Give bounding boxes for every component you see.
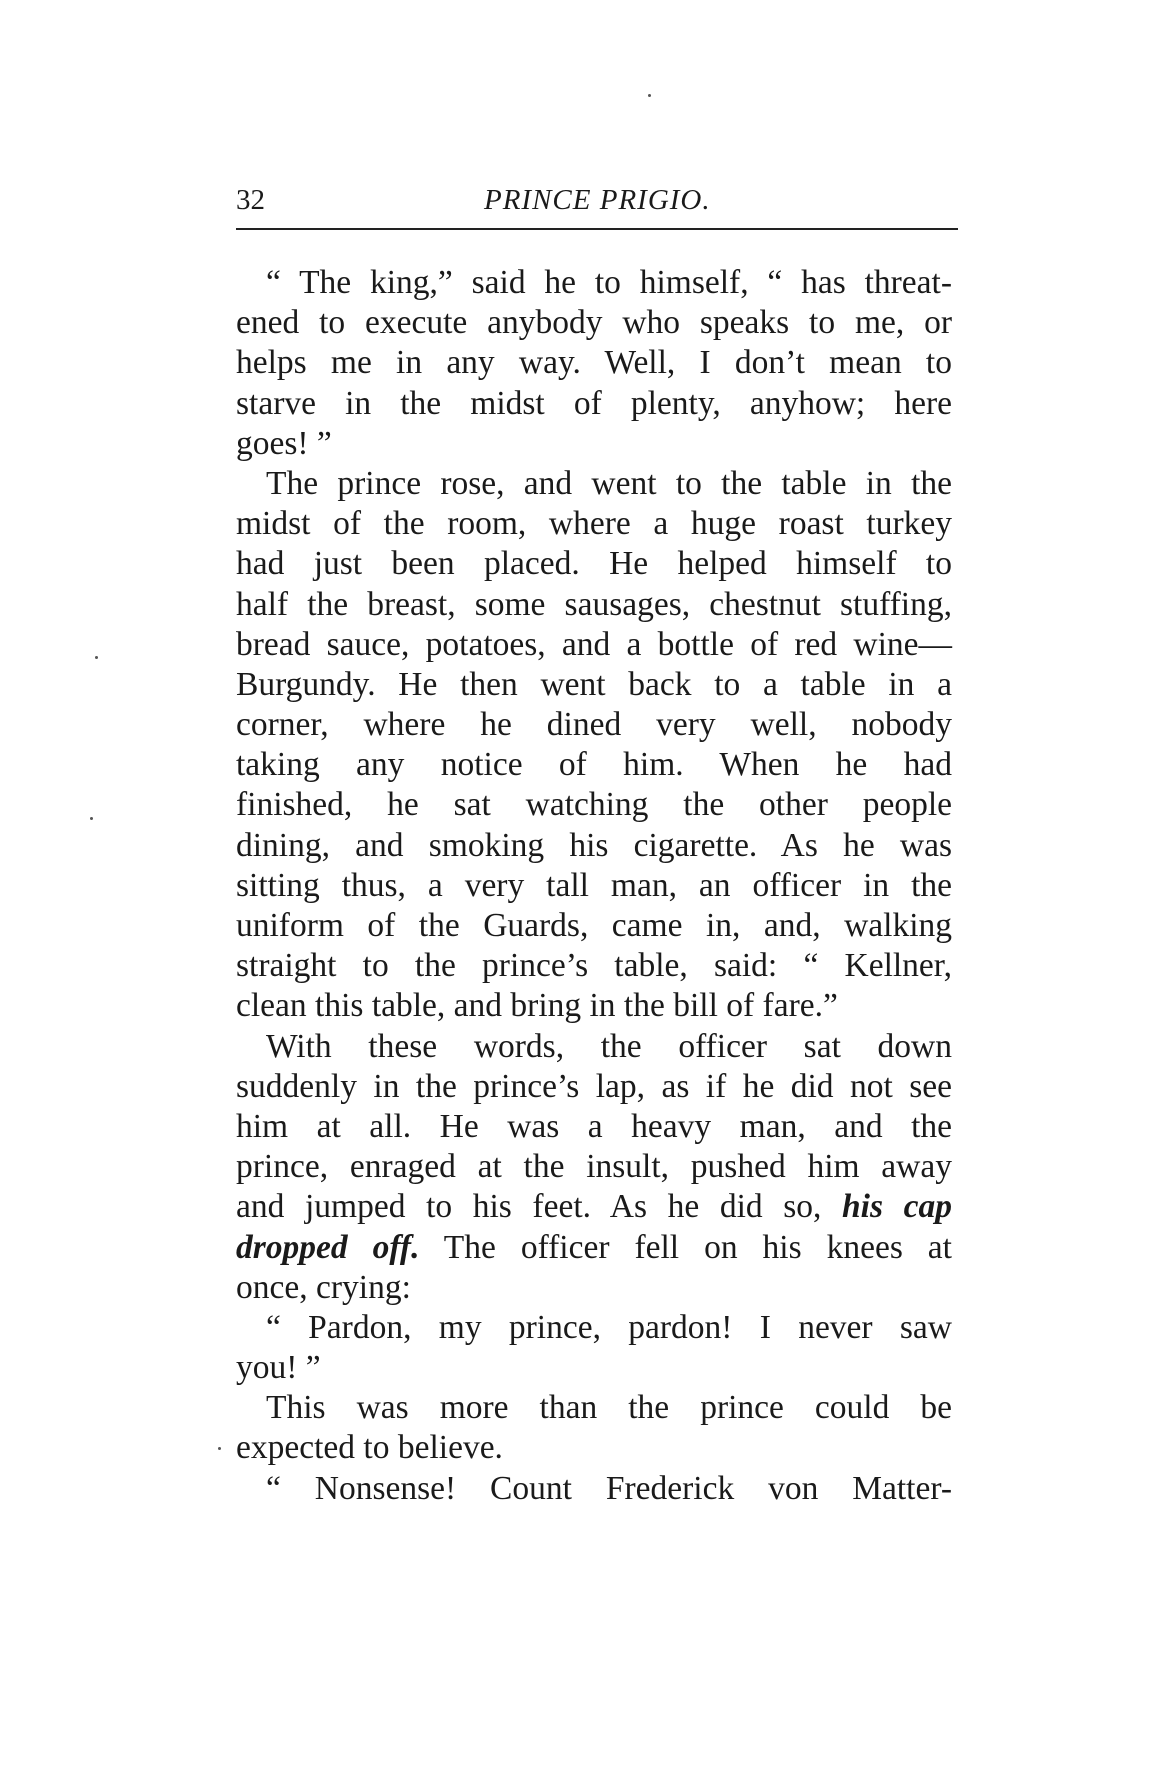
line-text: prince, enraged at the insult, pushed him away xyxy=(236,1148,952,1186)
line-text: With these words, the officer sat down xyxy=(266,1027,952,1065)
line-text: starve in the midst of plenty, anyhow; here xyxy=(236,384,952,422)
line-text: “ Nonsense! Count Frederick von Matter- xyxy=(266,1469,952,1507)
text-line xyxy=(236,665,952,705)
body-text xyxy=(236,263,952,1509)
line-text: had just been placed. He helped himself to xyxy=(236,545,952,583)
line-text: you! ” xyxy=(236,1349,321,1387)
line-text: midst of the room, where a huge roast turkey xyxy=(236,505,952,543)
line-text: sitting thus, a very tall man, an officer in the xyxy=(236,866,952,904)
running-title: PRINCE PRIGIO. xyxy=(484,184,711,216)
text-line xyxy=(236,705,952,745)
text-line xyxy=(236,625,952,665)
line-text: This was more than the prince could be xyxy=(266,1389,952,1427)
text-line xyxy=(236,826,952,866)
text-line xyxy=(236,1228,952,1268)
header-rule xyxy=(236,228,958,230)
line-text: “ The king,” said he to himself, “ has threat- xyxy=(266,264,952,301)
text-line xyxy=(236,1428,952,1468)
text-line xyxy=(236,504,952,544)
text-line xyxy=(236,585,952,625)
italic-phrase: dropped off. xyxy=(236,1228,420,1266)
line-text: Burgundy. He then went back to a table in a xyxy=(236,665,952,703)
paper-speck xyxy=(90,817,93,820)
text-line xyxy=(236,1187,952,1227)
line-text: suddenly in the prince’s lap, as if he did not see xyxy=(236,1067,952,1105)
paper-speck xyxy=(648,94,651,97)
text-line xyxy=(236,464,952,504)
text-line xyxy=(236,1348,952,1388)
line-text: “ Pardon, my prince, pardon! I never saw xyxy=(266,1308,952,1346)
line-text: straight to the prince’s table, said: “ Kellner, xyxy=(236,947,952,985)
line-text: goes! ” xyxy=(236,424,332,462)
line-text: ened to execute anybody who speaks to me, or xyxy=(236,304,952,342)
text-line xyxy=(236,1107,952,1147)
text-line xyxy=(236,785,952,825)
text-line xyxy=(236,343,952,383)
line-text: expected to believe. xyxy=(236,1429,503,1467)
paper-speck xyxy=(95,656,98,659)
text-line xyxy=(236,946,952,986)
running-head xyxy=(236,180,958,220)
text-line xyxy=(236,866,952,906)
text-line xyxy=(236,424,952,464)
text-line xyxy=(236,906,952,946)
line-text: half the breast, some sausages, chestnut stuffing, xyxy=(236,585,952,623)
line-text: The officer fell on his knees at xyxy=(419,1228,952,1266)
line-text: The prince rose, and went to the table in the xyxy=(266,464,952,502)
line-text: and jumped to his feet. As he did so, xyxy=(236,1188,843,1226)
text-line xyxy=(236,303,952,343)
line-text: dining, and smoking his cigarette. As he was xyxy=(236,826,952,864)
line-text: finished, he sat watching the other people xyxy=(236,786,952,824)
italic-phrase: his cap xyxy=(842,1188,952,1226)
line-text: once, crying: xyxy=(236,1268,411,1306)
line-text: helps me in any way. Well, I don’t mean to xyxy=(236,344,952,382)
text-line xyxy=(236,263,952,303)
text-line xyxy=(236,544,952,584)
text-line xyxy=(236,745,952,785)
text-line xyxy=(236,1067,952,1107)
page-number: 32 xyxy=(236,184,265,216)
text-line xyxy=(236,1027,952,1067)
paper-speck xyxy=(218,1447,221,1450)
line-text: him at all. He was a heavy man, and the xyxy=(236,1107,952,1145)
text-line xyxy=(236,1388,952,1428)
line-text: corner, where he dined very well, nobody xyxy=(236,706,952,744)
text-line xyxy=(236,1469,952,1509)
line-text: taking any notice of him. When he had xyxy=(236,746,952,784)
line-text: clean this table, and bring in the bill of fare.” xyxy=(236,987,838,1025)
text-line xyxy=(236,384,952,424)
text-line xyxy=(236,1268,952,1308)
text-line xyxy=(236,1147,952,1187)
text-line xyxy=(236,986,952,1026)
line-text: bread sauce, potatoes, and a bottle of red wine— xyxy=(236,625,952,663)
line-text: uniform of the Guards, came in, and, walking xyxy=(236,907,952,944)
text-line xyxy=(236,1308,952,1348)
